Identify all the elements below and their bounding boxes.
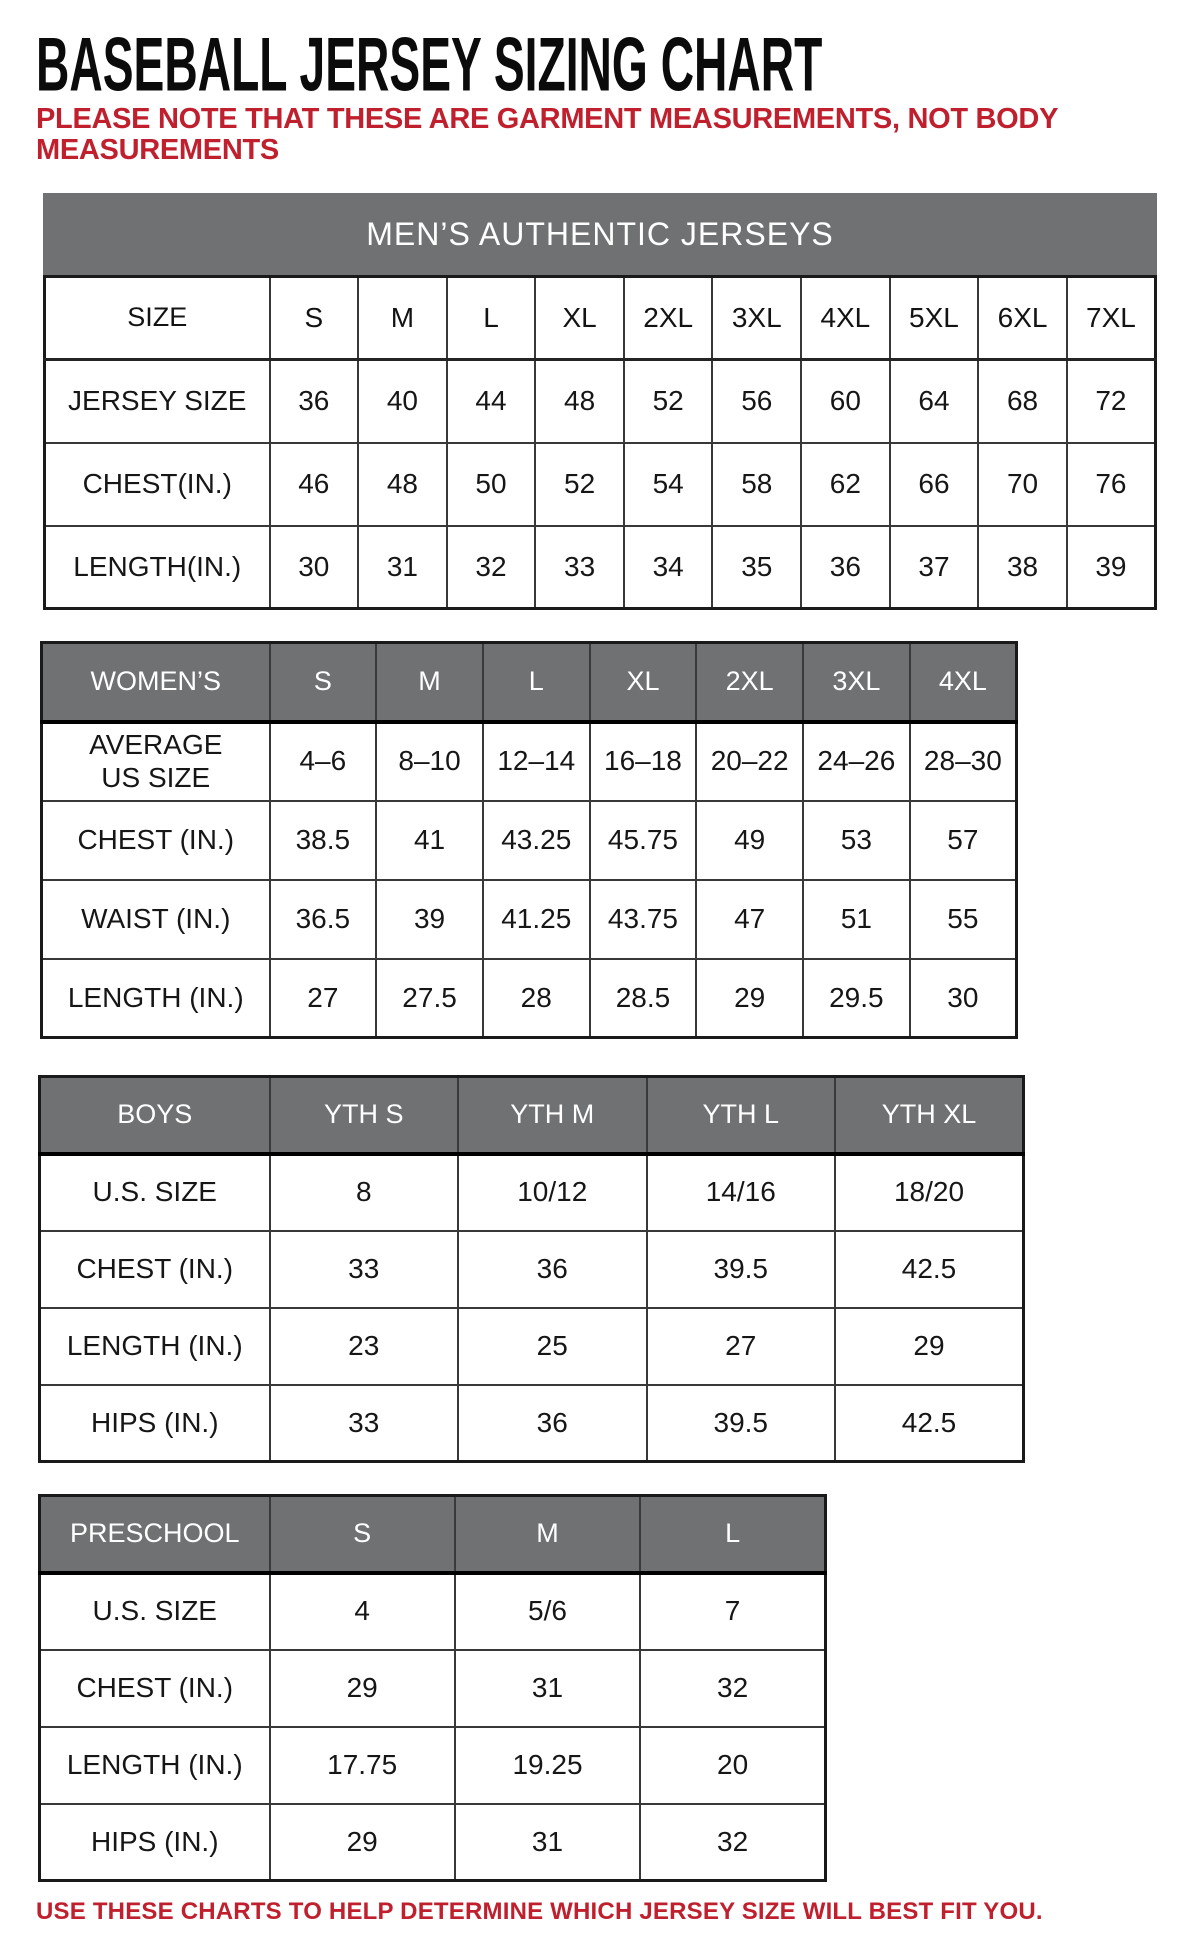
table-cell: 38: [978, 526, 1067, 609]
table-cell: 48: [358, 443, 447, 526]
table-cell: 35: [712, 526, 801, 609]
table-cell: 31: [455, 1650, 640, 1727]
table-cell: 29: [270, 1804, 455, 1881]
table-cell: 39.5: [647, 1385, 836, 1462]
header-label-cell: WOMEN’S: [42, 643, 270, 722]
table-cell: 29: [835, 1308, 1024, 1385]
column-header: S: [270, 643, 377, 722]
table-cell: 42.5: [835, 1231, 1024, 1308]
footer-note: USE THESE CHARTS TO HELP DETERMINE WHICH JERSEY SIZE WILL BEST FIT YOU.: [36, 1898, 1043, 1925]
table-row: [42, 959, 1017, 1038]
table-cell: 41.25: [483, 880, 590, 959]
row-label: CHEST(IN.): [45, 443, 270, 526]
table-row: [40, 1231, 1024, 1308]
table-cell: 29: [270, 1650, 455, 1727]
table-cell: 38.5: [270, 801, 377, 880]
row-label: LENGTH (IN.): [40, 1727, 270, 1804]
note-line-1: PLEASE NOTE THAT THESE ARE GARMENT MEASUREMENTS, NOT BODY: [36, 103, 1059, 135]
table-cell: 5/6: [455, 1573, 640, 1650]
table-cell: 8–10: [376, 722, 483, 801]
table-cell: 60: [801, 360, 890, 443]
table-cell: 46: [270, 443, 359, 526]
table-cell: 42.5: [835, 1385, 1024, 1462]
table-cell: 32: [447, 526, 536, 609]
column-header: S: [270, 277, 359, 360]
column-header: XL: [535, 277, 624, 360]
row-label: WAIST (IN.): [42, 880, 270, 959]
table-cell: 31: [358, 526, 447, 609]
table-cell: 10/12: [458, 1154, 647, 1231]
sizing-table-preschool: [38, 1494, 827, 1882]
header-row: [45, 277, 1156, 360]
column-header: YTH XL: [835, 1077, 1024, 1154]
column-header: S: [270, 1496, 455, 1573]
page-title: BASEBALL JERSEY SIZING CHART: [36, 21, 823, 107]
table-cell: 62: [801, 443, 890, 526]
row-label: JERSEY SIZE: [45, 360, 270, 443]
table-cell: 33: [535, 526, 624, 609]
row-label: HIPS (IN.): [40, 1804, 270, 1881]
table-cell: 31: [455, 1804, 640, 1881]
table-cell: 32: [640, 1650, 825, 1727]
column-header: 2XL: [696, 643, 803, 722]
garment-measurement-note: [36, 104, 1058, 166]
table-cell: 64: [890, 360, 979, 443]
table-cell: 51: [803, 880, 910, 959]
table-cell: 36: [801, 526, 890, 609]
row-label: CHEST (IN.): [40, 1650, 270, 1727]
table-cell: 34: [624, 526, 713, 609]
row-label: CHEST (IN.): [42, 801, 270, 880]
header-label-cell: BOYS: [40, 1077, 270, 1154]
table-cell: 47: [696, 880, 803, 959]
row-label: U.S. SIZE: [40, 1154, 270, 1231]
table-cell: 66: [890, 443, 979, 526]
table-cell: 54: [624, 443, 713, 526]
table-row: [40, 1727, 826, 1804]
column-header: XL: [590, 643, 697, 722]
column-header: YTH S: [270, 1077, 459, 1154]
sizing-table-boys: [38, 1075, 1025, 1463]
table-row: [40, 1385, 1024, 1462]
table-row: [40, 1804, 826, 1881]
table-cell: 27: [647, 1308, 836, 1385]
table-row: [42, 722, 1017, 801]
sizing-table-womens: [40, 641, 1018, 1039]
row-label: LENGTH (IN.): [42, 959, 270, 1038]
row-label: LENGTH(IN.): [45, 526, 270, 609]
table-cell: 36: [270, 360, 359, 443]
table-row: [45, 360, 1156, 443]
column-header: M: [455, 1496, 640, 1573]
table-cell: 48: [535, 360, 624, 443]
table-cell: 68: [978, 360, 1067, 443]
table-cell: 55: [910, 880, 1017, 959]
table-cell: 36: [458, 1231, 647, 1308]
column-header: 3XL: [803, 643, 910, 722]
table-cell: 7: [640, 1573, 825, 1650]
header-row: [40, 1077, 1024, 1154]
table-cell: 45.75: [590, 801, 697, 880]
table-row: [45, 443, 1156, 526]
table-row: [40, 1308, 1024, 1385]
row-label: CHEST (IN.): [40, 1231, 270, 1308]
row-label: LENGTH (IN.): [40, 1308, 270, 1385]
table-cell: 12–14: [483, 722, 590, 801]
table-cell: 28: [483, 959, 590, 1038]
table-cell: 16–18: [590, 722, 697, 801]
table-cell: 39.5: [647, 1231, 836, 1308]
table-cell: 72: [1067, 360, 1156, 443]
column-header: M: [358, 277, 447, 360]
table-row: [45, 526, 1156, 609]
table-cell: 29: [696, 959, 803, 1038]
column-header: YTH L: [647, 1077, 836, 1154]
table-cell: 56: [712, 360, 801, 443]
table-cell: 39: [1067, 526, 1156, 609]
table-cell: 18/20: [835, 1154, 1024, 1231]
table-cell: 58: [712, 443, 801, 526]
table-row: [40, 1573, 826, 1650]
table-cell: 39: [376, 880, 483, 959]
table-row: [42, 801, 1017, 880]
table-cell: 20: [640, 1727, 825, 1804]
table-cell: 30: [270, 526, 359, 609]
table-cell: 19.25: [455, 1727, 640, 1804]
header-label-cell: PRESCHOOL: [40, 1496, 270, 1573]
column-header: 6XL: [978, 277, 1067, 360]
table-cell: 53: [803, 801, 910, 880]
row-label: U.S. SIZE: [40, 1573, 270, 1650]
row-label: HIPS (IN.): [40, 1385, 270, 1462]
table-cell: 28.5: [590, 959, 697, 1038]
row-label: AVERAGE US SIZE: [42, 722, 270, 801]
table-cell: 32: [640, 1804, 825, 1881]
table-cell: 41: [376, 801, 483, 880]
table-cell: 50: [447, 443, 536, 526]
table-cell: 28–30: [910, 722, 1017, 801]
column-header: M: [376, 643, 483, 722]
column-header: YTH M: [458, 1077, 647, 1154]
sizing-table-mens: [43, 275, 1157, 610]
column-header: 3XL: [712, 277, 801, 360]
table-cell: 76: [1067, 443, 1156, 526]
table-cell: 49: [696, 801, 803, 880]
column-header: 4XL: [801, 277, 890, 360]
table-cell: 23: [270, 1308, 459, 1385]
table-cell: 40: [358, 360, 447, 443]
table-cell: 43.25: [483, 801, 590, 880]
table-row: [40, 1154, 1024, 1231]
table-cell: 33: [270, 1231, 459, 1308]
column-header: L: [640, 1496, 825, 1573]
table-cell: 27: [270, 959, 377, 1038]
table-cell: 44: [447, 360, 536, 443]
table-cell: 52: [624, 360, 713, 443]
table-cell: 4: [270, 1573, 455, 1650]
table-cell: 36.5: [270, 880, 377, 959]
table-cell: 14/16: [647, 1154, 836, 1231]
table-cell: 17.75: [270, 1727, 455, 1804]
note-line-2: MEASUREMENTS: [36, 134, 279, 166]
table-cell: 33: [270, 1385, 459, 1462]
table-cell: 24–26: [803, 722, 910, 801]
table-row: [40, 1650, 826, 1727]
column-header: L: [483, 643, 590, 722]
column-header: 4XL: [910, 643, 1017, 722]
table-cell: 30: [910, 959, 1017, 1038]
column-header: 2XL: [624, 277, 713, 360]
header-row: [42, 643, 1017, 722]
column-header: L: [447, 277, 536, 360]
table-cell: 70: [978, 443, 1067, 526]
column-header: 5XL: [890, 277, 979, 360]
table-cell: 43.75: [590, 880, 697, 959]
header-row: [40, 1496, 826, 1573]
table-cell: 52: [535, 443, 624, 526]
table-cell: 20–22: [696, 722, 803, 801]
table-cell: 8: [270, 1154, 459, 1231]
mens-section-banner: MEN’S AUTHENTIC JERSEYS: [43, 193, 1157, 275]
table-cell: 36: [458, 1385, 647, 1462]
table-cell: 25: [458, 1308, 647, 1385]
table-cell: 27.5: [376, 959, 483, 1038]
column-header: 7XL: [1067, 277, 1156, 360]
table-cell: 29.5: [803, 959, 910, 1038]
header-label-cell: SIZE: [45, 277, 270, 360]
table-cell: 57: [910, 801, 1017, 880]
table-row: [42, 880, 1017, 959]
table-cell: 4–6: [270, 722, 377, 801]
table-cell: 37: [890, 526, 979, 609]
